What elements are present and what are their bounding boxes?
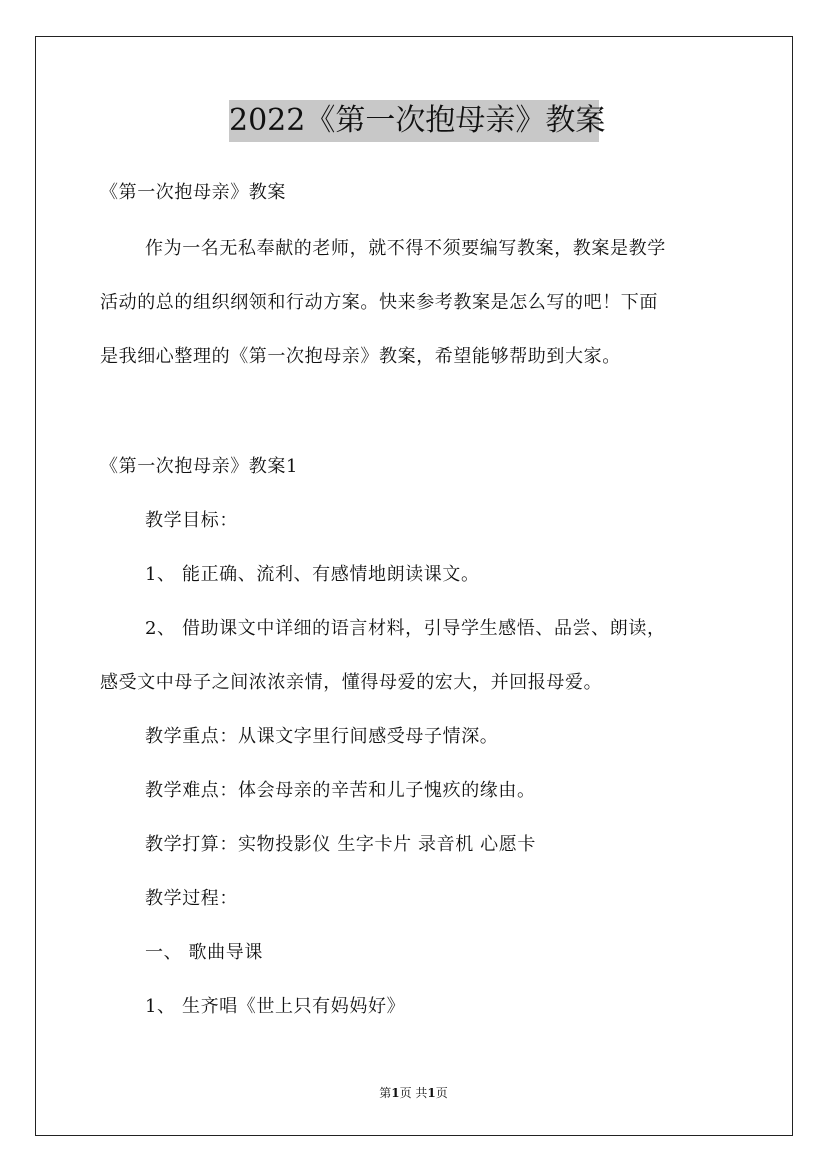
paragraph-line: 教学打算：实物投影仪 生字卡片 录音机 心愿卡 [145,834,536,855]
paragraph-line: 教学难点：体会母亲的辛苦和儿子愧疚的缘由。 [145,780,536,801]
paragraph-line: 感受文中母子之间浓浓亲情，懂得母爱的宏大，并回报母爱。 [100,672,603,693]
paragraph-line: 教学过程： [145,888,238,909]
footer-page-total: 1 [427,1086,436,1100]
paragraph-line: 一、 歌曲导课 [145,942,263,963]
footer-text: 第 [379,1086,392,1100]
paragraph-line: 1、 能正确、流利、有感情地朗读课文。 [145,564,480,585]
paragraph-line: 是我细心整理的《第一次抱母亲》教案，希望能够帮助到大家。 [100,346,621,367]
paragraph-line: 教学重点：从课文字里行间感受母子情深。 [145,726,499,747]
footer-page-number: 1 [391,1086,400,1100]
page-footer [0,1084,827,1101]
paragraph-line: 教学目标： [145,510,238,531]
paragraph-line: 活动的总的组织纲领和行动方案。快来参考教案是怎么写的吧！下面 [100,292,658,313]
section-heading: 《第一次抱母亲》教案1 [100,456,299,477]
document-title: 2022《第一次抱母亲》教案 [229,100,599,142]
footer-text: 页 [435,1086,448,1100]
paragraph-line: 2、 借助课文中详细的语言材料，引导学生感悟、品尝、朗读， [145,618,666,639]
paragraph-line: 1、 生齐唱《世上只有妈妈好》 [145,996,406,1017]
paragraph-line: 作为一名无私奉献的老师，就不得不须要编写教案，教案是教学 [145,238,666,259]
intro-heading: 《第一次抱母亲》教案 [100,182,286,203]
footer-text: 页 共 [399,1086,428,1100]
